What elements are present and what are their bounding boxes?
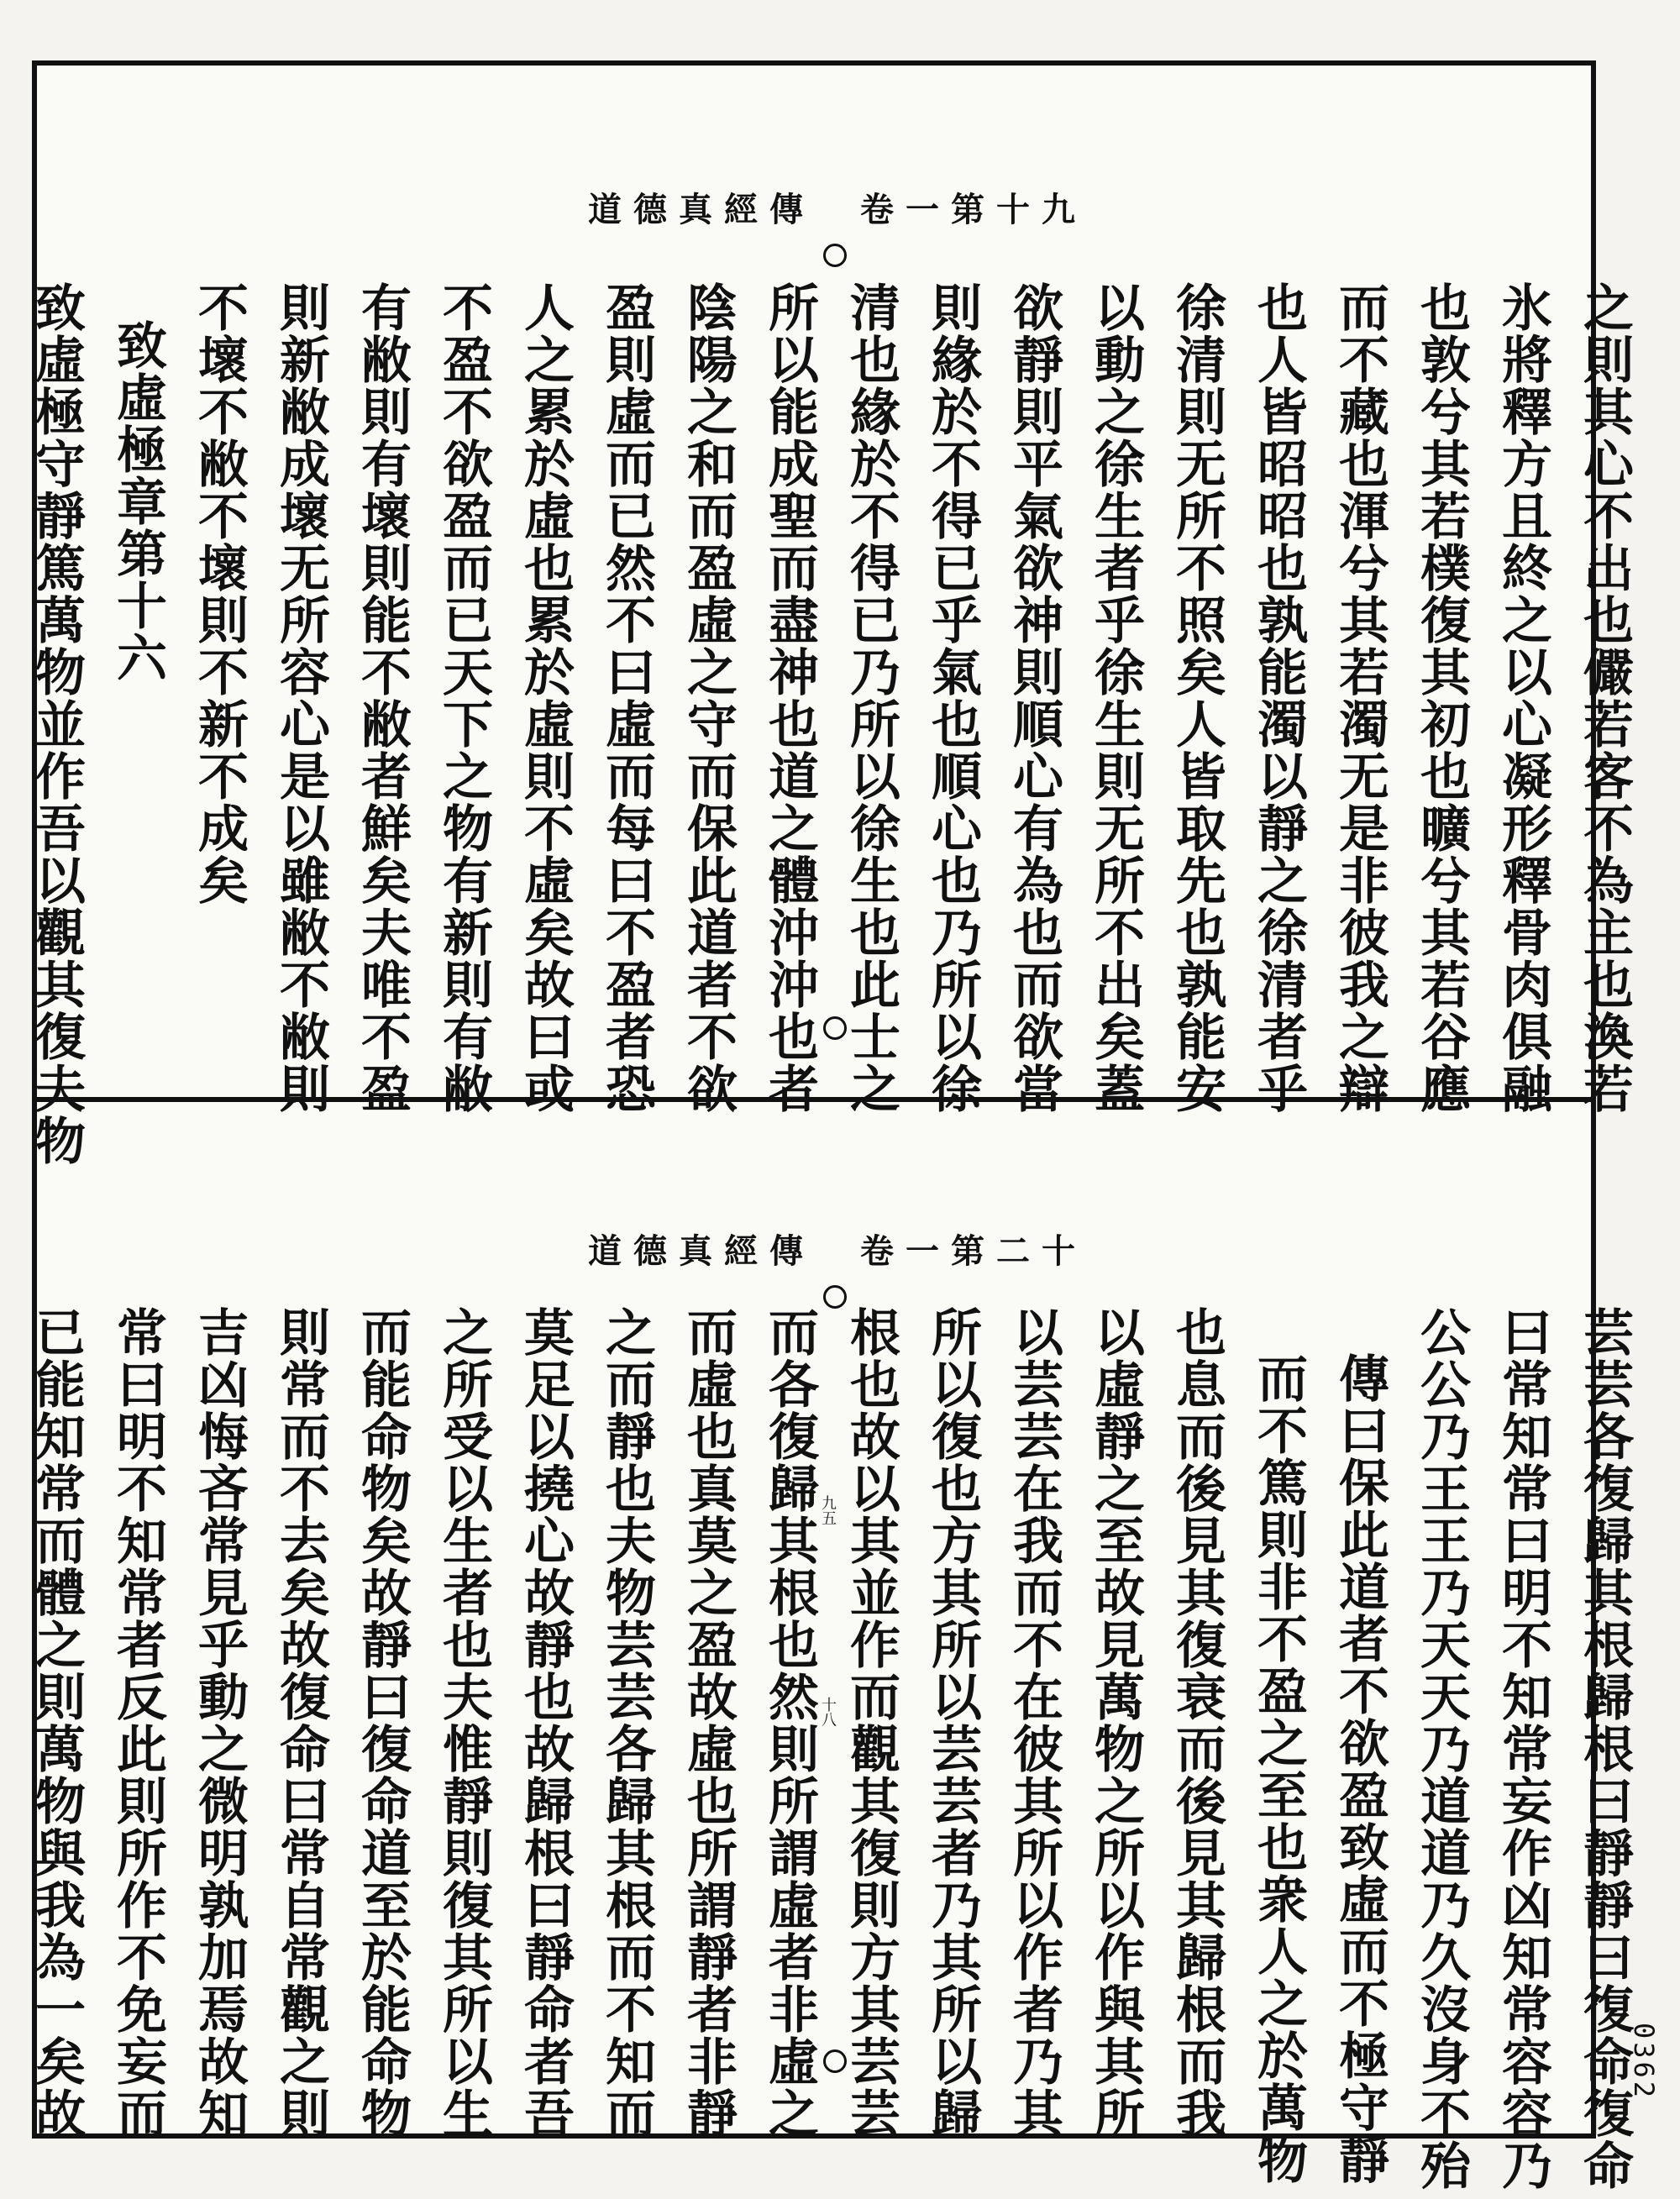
bottom-column-11: 而各復歸其根也然則所謂虛者非虛之 xyxy=(760,1306,819,2139)
top-column-7: 以動之徐生者乎徐生則无所不出矣蓋 xyxy=(1086,281,1145,1115)
bottom-column-12: 而虛也真莫之盈故虛也所謂靜者非靜 xyxy=(679,1306,738,2139)
top-column-8: 欲靜則平氣欲神則順心有為也而欲當 xyxy=(1005,281,1063,1115)
top-ring-mark-1 xyxy=(823,244,847,267)
bottom-column-15: 之所受以生者也夫惟靜則復其所以生 xyxy=(434,1306,493,2139)
top-column-19: 致虛極章第十六 xyxy=(108,319,167,684)
bottom-column-5: 而不篤則非不盈之至也衆人之於萬物 xyxy=(1249,1352,1308,2186)
bottom-column-9: 所以復也方其所以芸芸者乃其所以歸 xyxy=(923,1306,982,2139)
bottom-column-1: 芸芸各復歸其根歸根曰靜靜曰復命復命 xyxy=(1575,1306,1634,2191)
bottom-column-6: 也息而後見其復衰而後見其歸根而我 xyxy=(1168,1306,1226,2139)
top-column-14: 人之累於虛也累於虛則不虛矣故曰或 xyxy=(516,281,575,1115)
top-column-16: 有敝則有壞則能不敝者鮮矣夫唯不盈 xyxy=(353,281,412,1115)
top-column-10: 清也緣於不得已乃所以徐生也此士之 xyxy=(842,281,900,1115)
bottom-column-8: 以芸芸在我而不在彼其所以作者乃其 xyxy=(1005,1306,1063,2139)
bottom-ring-mark-1 xyxy=(823,1285,847,1309)
top-column-5: 也人皆昭昭也孰能濁以靜之徐清者乎 xyxy=(1249,281,1308,1115)
bottom-margin-mark-2: 十八 xyxy=(819,1697,837,1727)
bottom-running-title: 道德真經傳 卷一第二十 xyxy=(588,1231,1087,1271)
top-column-17: 則新敝成壞无所容心是以雖敝不敝則 xyxy=(271,281,330,1115)
top-column-13: 盈則虛而已然不曰虛而每曰不盈者恐 xyxy=(597,281,656,1115)
top-running-title: 道德真經傳 卷一第十九 xyxy=(588,190,1087,229)
bottom-column-20: 已能知常而體之則萬物與我為一矣故 xyxy=(27,1306,86,2139)
bottom-column-17: 則常而不去矣故復命曰常自常觀之則 xyxy=(271,1306,330,2139)
top-column-2: 氷將釋方且終之以心凝形釋骨肉俱融 xyxy=(1494,281,1552,1115)
top-column-1: 之則其心不出也儼若客不為主也渙若 xyxy=(1575,281,1634,1115)
bottom-column-3: 公公乃王王乃天天乃道道乃久沒身不殆 xyxy=(1412,1306,1471,2191)
top-column-15: 不盈不欲盈而已天下之物有新則有敝 xyxy=(434,281,493,1115)
top-column-18: 不壞不敝不壞則不新不成矣 xyxy=(190,281,249,906)
bottom-column-4: 傳曰保此道者不欲盈致虛而不極守靜 xyxy=(1331,1352,1389,2186)
top-column-6: 徐清則无所不照矣人皆取先也孰能安 xyxy=(1168,281,1226,1115)
bottom-column-2: 曰常知常曰明不知常妄作凶知常容容乃 xyxy=(1494,1306,1552,2191)
bottom-column-16: 而能命物矣故靜曰復命道至於能命物 xyxy=(353,1306,412,2139)
bottom-column-7: 以虛靜之至故見萬物之所以作與其所 xyxy=(1086,1306,1145,2139)
page-number: 0362 xyxy=(1628,2023,1660,2102)
bottom-column-14: 莫足以撓心故靜也故歸根曰靜命者吾 xyxy=(516,1306,575,2139)
top-column-9: 則緣於不得已乎氣也順心也乃所以徐 xyxy=(923,281,982,1115)
top-column-3: 也敦兮其若樸復其初也曠兮其若谷應 xyxy=(1412,281,1471,1115)
bottom-margin-mark-1: 九五 xyxy=(819,1495,837,1525)
top-column-11: 所以能成聖而盡神也道之體沖沖也者 xyxy=(760,281,819,1115)
top-column-20: 致虛極守靜篤萬物並作吾以觀其復夫物 xyxy=(27,281,86,1167)
bottom-column-10: 根也故以其並作而觀其復則方其芸芸 xyxy=(842,1306,900,2139)
top-column-4: 而不藏也渾兮其若濁无是非彼我之辯 xyxy=(1331,281,1389,1115)
bottom-column-18: 吉凶悔吝常見乎動之微明孰加焉故知 xyxy=(190,1306,249,2139)
bottom-column-19: 常曰明不知常者反此則所作不免妄而 xyxy=(108,1306,167,2139)
bottom-column-13: 之而靜也夫物芸芸各歸其根而不知而 xyxy=(597,1306,656,2139)
top-column-12: 陰陽之和而盈虛之守而保此道者不欲 xyxy=(679,281,738,1115)
